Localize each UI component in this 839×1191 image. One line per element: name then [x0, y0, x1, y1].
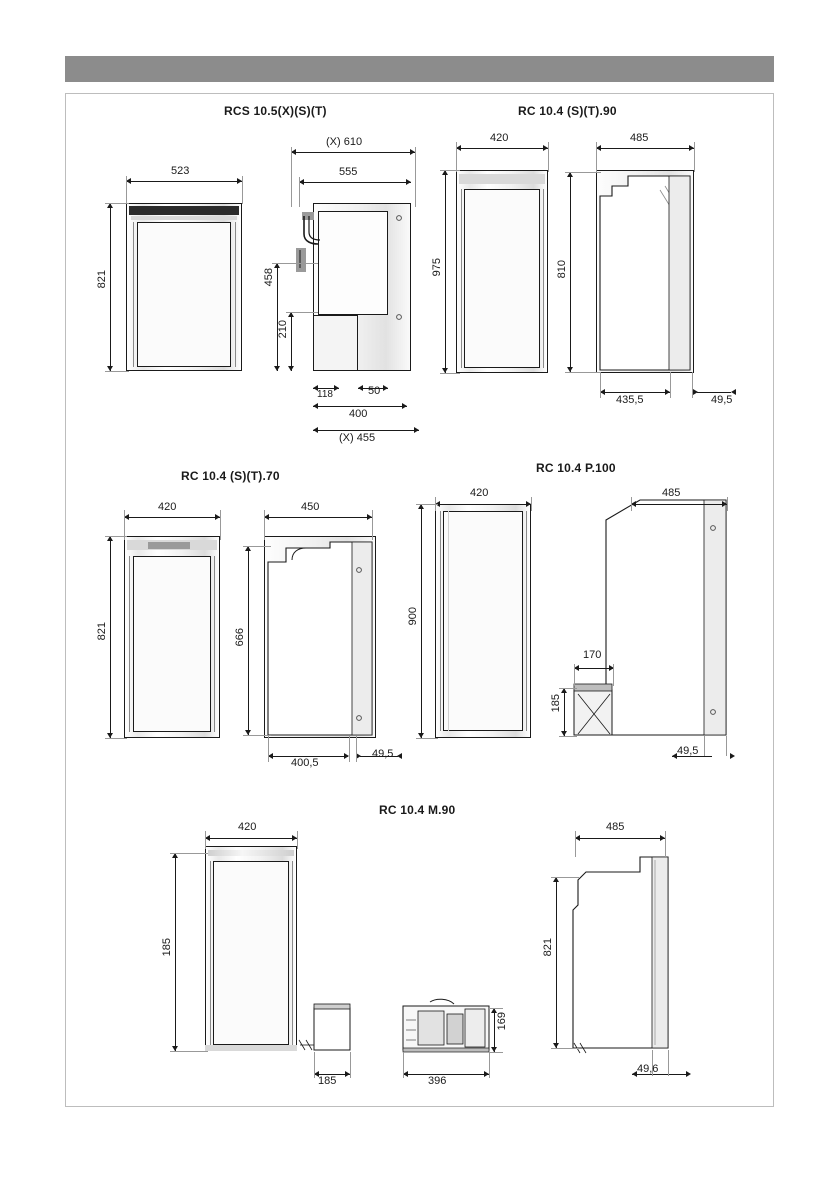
dim-line-420: [124, 517, 220, 518]
side-inner-panel: [318, 211, 388, 315]
dim-line-821: [556, 877, 557, 1048]
dim-label-4355: 435,5: [616, 394, 644, 406]
dim-label-485: 485: [630, 132, 649, 144]
section-title-rcs-10-5: RCS 10.5(X)(S)(T): [224, 104, 327, 118]
cabinet-body-side: [264, 536, 376, 738]
dim-line-420: [435, 504, 531, 505]
dim-line-523: [126, 181, 242, 182]
dim-label-495: 49,5: [372, 748, 394, 760]
dim-line-666: [248, 546, 249, 735]
dim-line-x610: [291, 152, 415, 153]
dim-label-185: 185: [550, 694, 562, 713]
dim-label-x455: (X) 455: [339, 432, 376, 444]
dim-line-485: [575, 838, 665, 839]
control-strip: [148, 542, 190, 549]
dim-line-450: [264, 517, 372, 518]
dim-label-821: 821: [542, 938, 554, 957]
dim-line-555: [299, 182, 411, 183]
top-panel-dark: [129, 206, 239, 215]
dim-label-396: 396: [428, 1075, 447, 1087]
dim-label-118: 118: [317, 389, 333, 400]
door-panel: [133, 556, 211, 732]
section-title-rc-10-4-m-90: RC 10.4 M.90: [379, 803, 456, 817]
dim-line-420: [205, 838, 297, 839]
compressor-recess: [313, 315, 358, 371]
dim-label-420: 420: [158, 501, 177, 513]
door-panel: [443, 511, 523, 731]
dim-label-495: 49,5: [677, 745, 699, 757]
dim-line-420: [456, 148, 548, 149]
dim-label-555: 555: [339, 166, 358, 178]
dim-label-901: 185: [161, 938, 173, 957]
cabinet-body-side: [596, 170, 694, 373]
dim-label-185: 185: [318, 1075, 337, 1087]
left-edge-line: [133, 222, 134, 367]
dim-label-666: 666: [234, 628, 246, 647]
section-title-rc-10-4-st-70: RC 10.4 (S)(T).70: [181, 469, 280, 483]
dim-label-485: 485: [662, 487, 681, 499]
dim-label-975: 975: [431, 258, 443, 277]
dim-label-400: 400: [349, 408, 368, 420]
dim-line-901: [175, 853, 176, 1051]
section-title-rc-10-4-p-100: RC 10.4 P.100: [536, 461, 616, 475]
dim-label-420: 420: [238, 821, 257, 833]
dim-label-458: 458: [263, 268, 275, 287]
dim-label-495: 49,5: [711, 394, 733, 406]
dim-line-821: [110, 536, 111, 738]
door-panel: [213, 861, 289, 1045]
dim-line-210: [291, 312, 292, 371]
dim-line-169: [494, 1008, 495, 1052]
top-trim: [131, 216, 237, 220]
dim-label-170: 170: [583, 649, 602, 661]
dim-line-458: [277, 263, 278, 371]
dim-label-810: 810: [556, 260, 568, 279]
dim-line-810: [570, 172, 571, 372]
dim-label-420: 420: [470, 487, 489, 499]
section-title-rc-10-4-st-90: RC 10.4 (S)(T).90: [518, 104, 617, 118]
dim-line-485: [631, 504, 727, 505]
door-panel: [464, 189, 540, 368]
dim-label-169: 169: [496, 1012, 508, 1031]
top-rail: [208, 850, 294, 856]
dim-label-4005: 400,5: [291, 757, 319, 769]
hinge-block-top: [302, 212, 314, 220]
dim-line-170: [574, 668, 614, 669]
dim-line-821: [110, 203, 111, 371]
top-panel: [459, 174, 545, 184]
door-panel: [137, 222, 231, 367]
right-edge-line: [235, 222, 236, 367]
dim-line-900: [421, 504, 422, 738]
dim-label-50: 50: [368, 385, 381, 397]
dim-line-495: [697, 392, 731, 393]
dim-label-900: 900: [407, 607, 419, 626]
pipe-block: [296, 248, 306, 272]
dim-label-523: 523: [171, 165, 190, 177]
base-plinth: [205, 1045, 297, 1051]
dim-label-821: 821: [96, 270, 108, 289]
dim-label-210: 210: [277, 320, 289, 339]
dim-line-4355: [600, 392, 670, 393]
dim-label-450: 450: [301, 501, 320, 513]
dim-label-x610: (X) 610: [326, 136, 363, 148]
dim-line-x455: [313, 430, 419, 431]
dim-line-485: [596, 148, 694, 149]
dim-label-821: 821: [96, 622, 108, 641]
dim-label-485: 485: [606, 821, 625, 833]
dim-label-420: 420: [490, 132, 509, 144]
dim-label-496: 49,6: [637, 1063, 659, 1075]
dim-line-400: [313, 406, 407, 407]
dim-line-185: [564, 688, 565, 736]
header-bar: [65, 56, 774, 82]
dim-line-975: [445, 170, 446, 373]
